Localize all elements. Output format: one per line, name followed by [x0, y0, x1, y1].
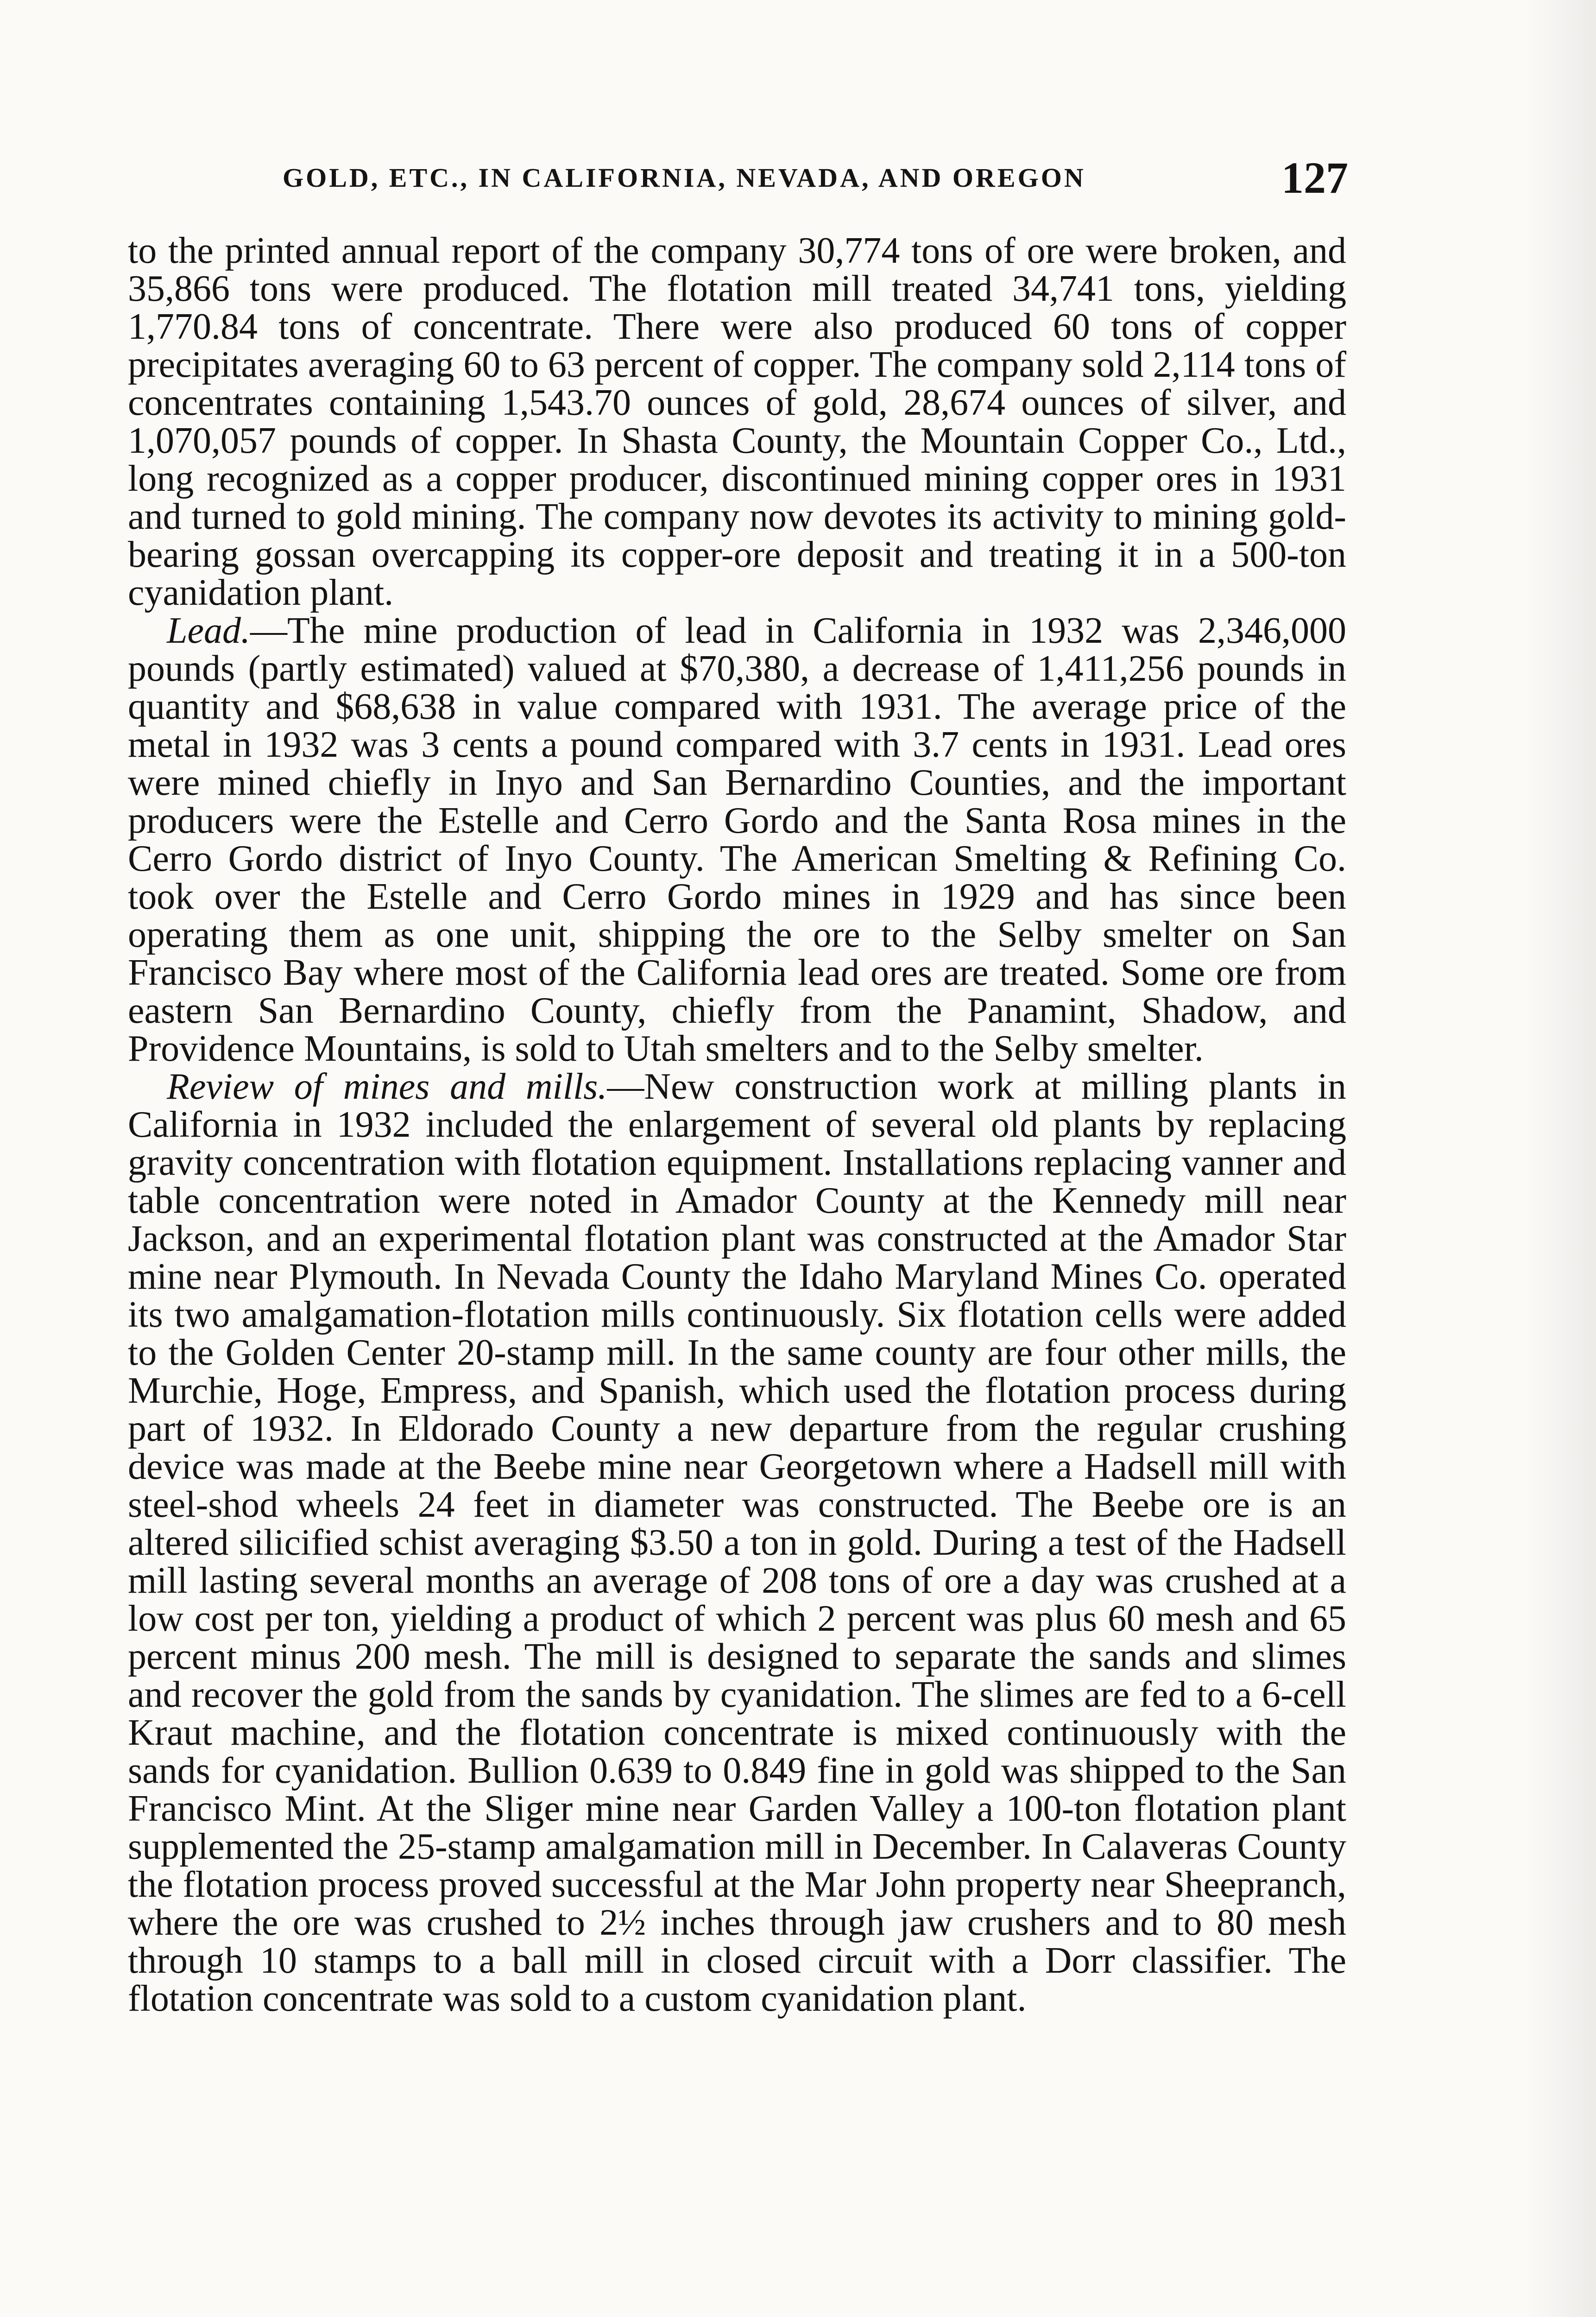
body-text	[128, 232, 1346, 2018]
page-number: 127	[1281, 153, 1348, 203]
paragraph-text: —New construction work at milling plants in California in 1932 included the enlargement of several old plants by replacing gravity concentration with flotation equipment. Installations replacing vanner and table concentration were noted in Amador County at the Kennedy mill near Jackson, and an experimental flotation plant was constructed at the Amador Star mine near Plymouth. In Nevada County the Idaho Maryland Mines Co. operated its two amalgamation-flotation mills continuously. Six flotation cells were added to the Golden Center 20-stamp mill. In the same county are four other mills, the Murchie, Hoge, Empress, and Spanish, which used the flotation process during part of 1932. In Eldorado County a new departure from the regular crushing device was made at the Beebe mine near Georgetown where a Hadsell mill with steel-shod wheels 24 feet in diameter was constructed. The Beebe ore is an altered silicified schist averaging $3.50 a ton in gold. During a test of the Hadsell mill lasting several months an average of 208 tons of ore a day was crushed at a low cost per ton, yielding a product of which 2 percent was plus 60 mesh and 65 percent minus 200 mesh. The mill is designed to separate the sands and slimes and recover the gold from the sands by cyanidation. The slimes are fed to a 6-cell Kraut machine, and the flotation concentrate is mixed continuously with the sands for cyanidation. Bullion 0.639 to 0.849 fine in gold was shipped to the San Francisco Mint. At the Sliger mine near Garden Valley a 100-ton flotation plant supplemented the 25-stamp amalgamation mill in December. In Calaveras County the flotation process proved successful at the Mar John property near Sheepranch, where the ore was crushed to 2½ inches through jaw crushers and to 80 mesh through 10 stamps to a ball mill in closed circuit with a Dorr classifier. The flotation concentrate was sold to a custom cyanidation plant.	[128, 1066, 1346, 2019]
paragraph-text: —The mine production of lead in California in 1932 was 2,346,000 pounds (partly estimated) valued at $70,380, a decrease of 1,411,256 pounds in quantity and $68,638 in value compared with 1931. The average price of the metal in 1932 was 3 cents a pound compared with 3.7 cents in 1931. Lead ores were mined chiefly in Inyo and San Bernardino Counties, and the important producers were the Estelle and Cerro Gordo and the Santa Rosa mines in the Cerro Gordo district of Inyo County. The American Smelting & Refining Co. took over the Estelle and Cerro Gordo mines in 1929 and has since been operating them as one unit, shipping the ore to the Selby smelter on San Francisco Bay where most of the California lead ores are treated. Some ore from eastern San Bernardino County, chiefly from the Panamint, Shadow, and Providence Mountains, is sold to Utah smelters and to the Selby smelter.	[128, 610, 1346, 1069]
paragraph-text: to the printed annual report of the company 30,774 tons of ore were broken, and 35,866 tons were produced. The flotation mill treated 34,741 tons, yielding 1,770.84 tons of concentrate. There were also produced 60 tons of copper precipitates averaging 60 to 63 percent of copper. The company sold 2,114 tons of concentrates containing 1,543.70 ounces of gold, 28,674 ounces of silver, and 1,070,057 pounds of copper. In Shasta County, the Mountain Copper Co., Ltd., long recognized as a copper producer, discontinued mining copper ores in 1931 and turned to gold mining. The company now devotes its activity to mining gold-bearing gossan overcapping its copper-ore deposit and treating it in a 500-ton cyanidation plant.	[128, 230, 1346, 613]
running-head	[283, 152, 1348, 203]
paragraph-copper-continued	[128, 232, 1346, 612]
running-title: GOLD, ETC., IN CALIFORNIA, NEVADA, AND OREGON	[283, 163, 1086, 193]
page-edge-shadow	[1527, 0, 1596, 2317]
paragraph-run-in-heading: Review of mines and mills.	[167, 1066, 607, 1107]
paragraph-review-of-mines-and-mills	[128, 1068, 1346, 2018]
paragraph-lead	[128, 612, 1346, 1068]
paragraph-run-in-heading: Lead.	[167, 610, 250, 651]
